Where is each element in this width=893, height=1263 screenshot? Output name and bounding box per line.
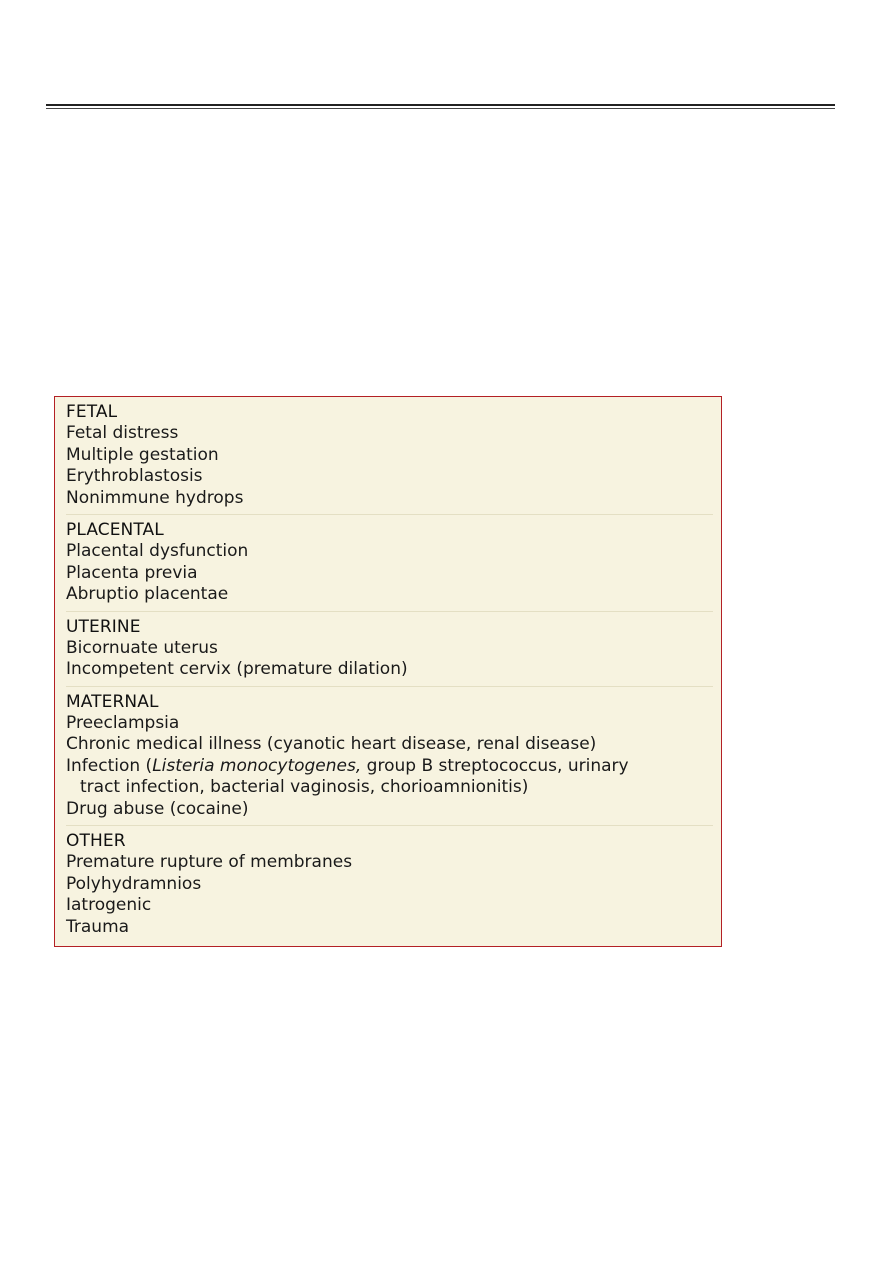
list-item: Preeclampsia [66, 712, 180, 733]
list-item: Multiple gestation [66, 444, 219, 465]
section-heading: MATERNAL [66, 691, 159, 712]
section-heading: UTERINE [66, 616, 141, 637]
list-item: Nonimmune hydrops [66, 487, 244, 508]
list-item: Chronic medical illness (cyanotic heart disease, renal disease) [66, 734, 597, 754]
infection-organism: Listeria monocytogenes, [152, 755, 362, 776]
section-placental [66, 515, 713, 612]
section-uterine [66, 612, 713, 687]
list-item: Erythroblastosis [66, 466, 203, 486]
header-rule-secondary [46, 108, 835, 109]
header-rule [46, 104, 835, 106]
section-maternal [66, 687, 713, 827]
list-item: Polyhydramnios [66, 873, 202, 894]
infection-suffix: group B streptococcus, urinary [361, 755, 629, 776]
section-heading: PLACENTAL [66, 520, 164, 540]
causes-table [54, 396, 722, 947]
list-item: Premature rupture of membranes [66, 852, 353, 872]
list-item: Trauma [66, 916, 130, 937]
infection-continuation: tract infection, bacterial vaginosis, chorioamnionitis) [80, 777, 529, 797]
list-item: Drug abuse (cocaine) [66, 798, 249, 819]
list-item: Incompetent cervix (premature dilation) [66, 659, 408, 679]
list-item: Placental dysfunction [66, 541, 249, 561]
section-heading: OTHER [66, 831, 126, 851]
list-item: Iatrogenic [66, 895, 152, 915]
section-fetal [66, 397, 713, 515]
infection-prefix: Infection ( [66, 755, 153, 776]
list-item: Abruptio placentae [66, 584, 229, 604]
section-heading: FETAL [66, 402, 118, 422]
list-item: Fetal distress [66, 423, 179, 443]
list-item: Bicornuate uterus [66, 637, 218, 658]
list-item: Placenta previa [66, 562, 198, 583]
section-other [66, 826, 713, 943]
list-item-infection [66, 756, 713, 799]
